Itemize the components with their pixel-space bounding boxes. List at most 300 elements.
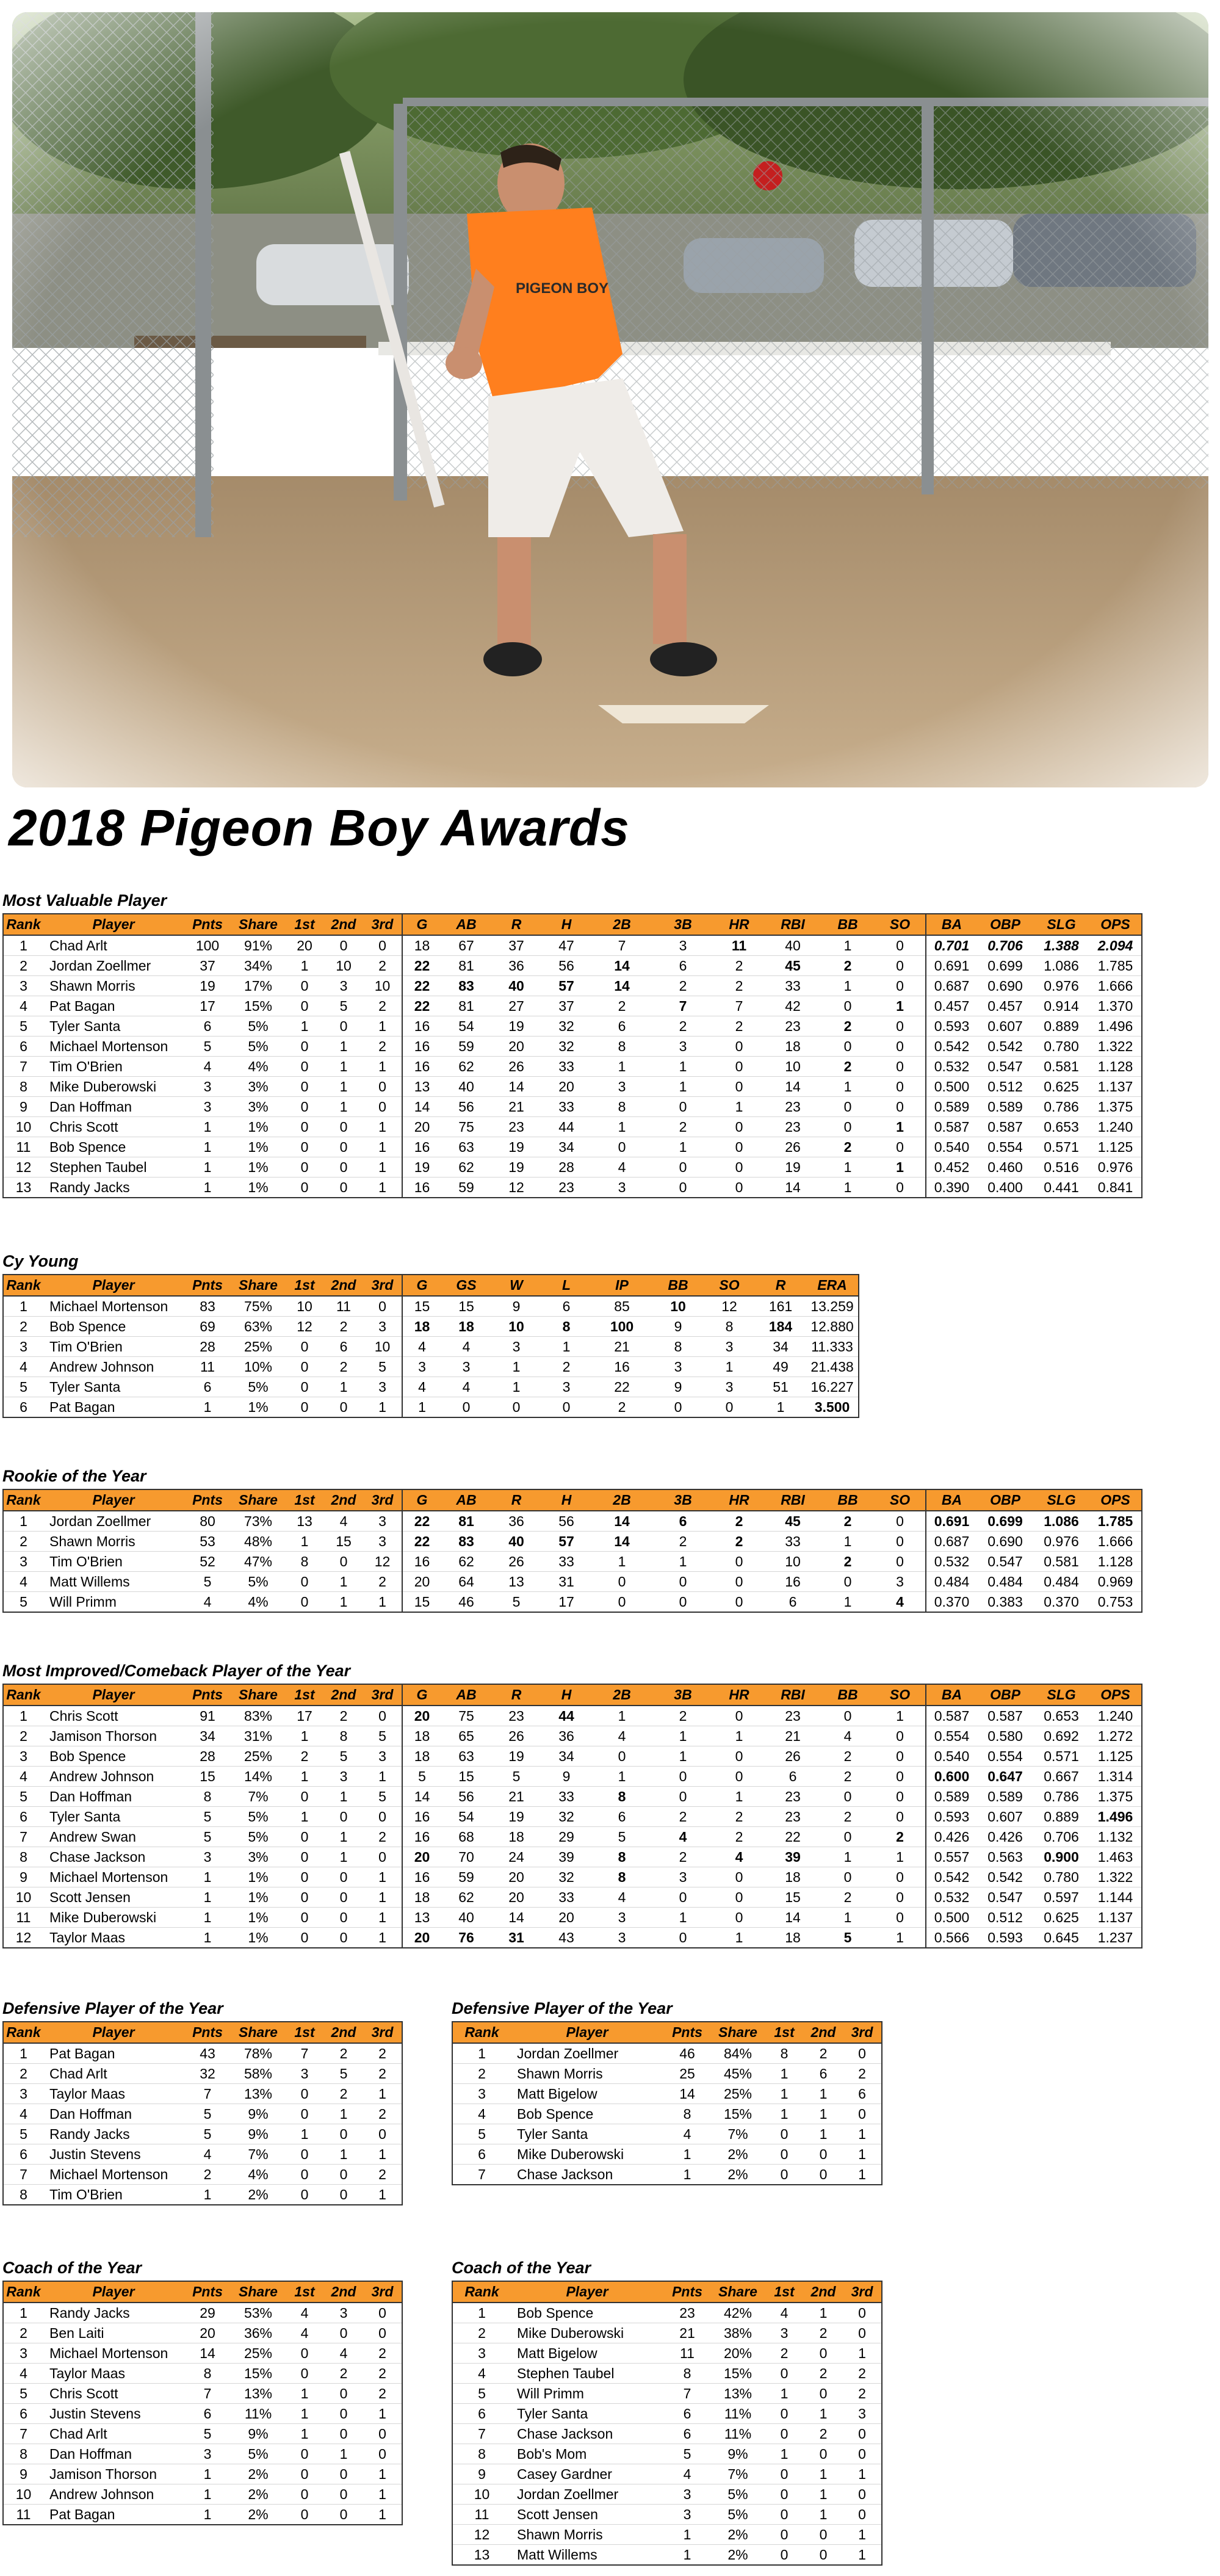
player-name-cell: Tyler Santa <box>511 2404 663 2424</box>
stat-cell-so: 3 <box>704 1377 755 1397</box>
column-header-hr: HR <box>713 1489 765 1511</box>
stat-cell-2nd: 0 <box>324 2464 363 2484</box>
improved-title: Most Improved/Comeback Player of the Year <box>2 1662 351 1680</box>
stat-cell-obp: 0.512 <box>977 1077 1033 1097</box>
player-name-cell: Jamison Thorson <box>43 1726 184 1746</box>
stat-cell-3rd: 0 <box>843 2323 882 2343</box>
stat-cell-1st: 0 <box>765 2165 804 2185</box>
stat-cell-rank: 13 <box>3 1178 43 1198</box>
stat-cell-bb: 2 <box>821 1552 875 1572</box>
stat-cell-rank: 2 <box>3 1726 43 1746</box>
stat-cell-rank: 7 <box>3 2424 43 2444</box>
stat-cell-h: 33 <box>541 1887 591 1908</box>
stat-cell-pnts: 11 <box>663 2343 711 2364</box>
stat-cell-1st: 0 <box>285 1787 324 1807</box>
stat-cell-1st: 1 <box>285 1532 324 1552</box>
stat-cell-2nd: 3 <box>324 976 363 996</box>
table-row <box>3 1357 859 1377</box>
player-name-cell: Mike Duberowski <box>511 2144 663 2165</box>
stat-cell-ab: 64 <box>441 1572 491 1592</box>
stat-cell-3rd: 12 <box>363 1552 402 1572</box>
column-header-3rd: 3rd <box>363 1684 402 1706</box>
table-row <box>3 1787 1142 1807</box>
stat-cell-share: 1% <box>231 1157 285 1178</box>
stat-cell-1st: 0 <box>285 1908 324 1928</box>
stat-cell-1st: 0 <box>285 2505 324 2525</box>
stat-cell-share: 63% <box>231 1317 285 1337</box>
stat-cell-3rd: 1 <box>843 2343 882 2364</box>
column-header-rbi: RBI <box>765 1489 821 1511</box>
column-header-ops: OPS <box>1089 1489 1142 1511</box>
stat-cell-ba: 0.701 <box>926 935 977 956</box>
stat-cell-ab: 83 <box>441 1532 491 1552</box>
stat-cell-r: 161 <box>755 1296 806 1317</box>
table-row <box>3 2505 402 2525</box>
stat-cell-ip: 16 <box>591 1357 652 1377</box>
stat-cell-rank: 6 <box>3 1397 43 1418</box>
defensive-right-title: Defensive Player of the Year <box>452 1999 673 2017</box>
table-row <box>3 1532 1142 1552</box>
stat-cell-3rd: 1 <box>843 2144 882 2165</box>
stat-cell-3rd: 2 <box>363 2384 402 2404</box>
stat-cell-pnts: 14 <box>663 2084 711 2104</box>
stat-cell-rbi: 45 <box>765 956 821 976</box>
stat-cell-slg: 1.086 <box>1033 956 1089 976</box>
stat-cell-2b: 14 <box>591 976 652 996</box>
stat-cell-slg: 0.976 <box>1033 976 1089 996</box>
coach-left-table <box>2 2281 403 2525</box>
stat-cell-ab: 62 <box>441 1887 491 1908</box>
stat-cell-obp: 0.426 <box>977 1827 1033 1847</box>
stat-cell-share: 1% <box>231 1867 285 1887</box>
stat-cell-pnts: 6 <box>663 2424 711 2444</box>
stat-cell-ba: 0.600 <box>926 1767 977 1787</box>
stat-cell-3rd: 1 <box>363 1057 402 1077</box>
stat-cell-1st: 7 <box>285 2043 324 2064</box>
stat-cell-hr: 0 <box>713 1057 765 1077</box>
stat-cell-rank: 3 <box>3 1746 43 1767</box>
stat-cell-rbi: 42 <box>765 996 821 1016</box>
stat-cell-hr: 2 <box>713 1016 765 1037</box>
player-name-cell: Bob Spence <box>511 2303 663 2323</box>
stat-cell-3rd: 1 <box>363 2144 402 2165</box>
stat-cell-rank: 8 <box>3 2444 43 2464</box>
stat-cell-rank: 2 <box>3 1317 43 1337</box>
stat-cell-ip: 22 <box>591 1377 652 1397</box>
stat-cell-obp: 0.383 <box>977 1592 1033 1613</box>
stat-cell-hr: 0 <box>713 1572 765 1592</box>
stat-cell-bb: 1 <box>821 1077 875 1097</box>
column-header-so: SO <box>875 1489 926 1511</box>
stat-cell-2nd: 0 <box>324 1887 363 1908</box>
stat-cell-3rd: 1 <box>363 1887 402 1908</box>
stat-cell-bb: 1 <box>821 1178 875 1198</box>
stat-cell-hr: 0 <box>713 1887 765 1908</box>
table-row <box>452 2404 882 2424</box>
stat-cell-rank: 5 <box>3 1592 43 1613</box>
stat-cell-2nd: 0 <box>324 2124 363 2144</box>
stat-cell-3b: 6 <box>652 1511 713 1532</box>
column-header-g: G <box>402 1489 441 1511</box>
table-row <box>452 2124 882 2144</box>
player-name-cell: Andrew Johnson <box>43 1357 184 1377</box>
stat-cell-ba: 0.542 <box>926 1037 977 1057</box>
column-header-slg: SLG <box>1033 1684 1089 1706</box>
stat-cell-rank: 4 <box>3 2364 43 2384</box>
stat-cell-ops: 1.463 <box>1089 1847 1142 1867</box>
stat-cell-pnts: 91 <box>184 1706 231 1726</box>
column-header-2nd: 2nd <box>324 1275 363 1296</box>
stat-cell-ba: 0.540 <box>926 1137 977 1157</box>
stat-cell-3rd: 10 <box>363 1337 402 1357</box>
stat-cell-pnts: 100 <box>184 935 231 956</box>
player-name-cell: Bob Spence <box>511 2104 663 2124</box>
stat-cell-3b: 1 <box>652 1137 713 1157</box>
stat-cell-share: 84% <box>711 2043 765 2064</box>
stat-cell-so: 0 <box>875 1726 926 1746</box>
column-header-r: R <box>755 1275 806 1296</box>
stat-cell-w: 10 <box>491 1317 541 1337</box>
column-header-1st: 1st <box>285 2281 324 2303</box>
stat-cell-bb: 5 <box>821 1928 875 1948</box>
player-name-cell: Tim O'Brien <box>43 1337 184 1357</box>
column-header-ba: BA <box>926 1684 977 1706</box>
stat-cell-2nd: 0 <box>324 1137 363 1157</box>
stat-cell-share: 78% <box>231 2043 285 2064</box>
table-header-row <box>3 914 1142 935</box>
stat-cell-pnts: 80 <box>184 1511 231 1532</box>
stat-cell-3rd: 3 <box>843 2404 882 2424</box>
stat-cell-share: 11% <box>711 2404 765 2424</box>
stat-cell-3rd: 0 <box>843 2104 882 2124</box>
stat-cell-rbi: 15 <box>765 1887 821 1908</box>
stat-cell-3rd: 0 <box>843 2484 882 2505</box>
stat-cell-rank: 1 <box>3 2303 43 2323</box>
stat-cell-so: 0 <box>875 1867 926 1887</box>
stat-cell-h: 56 <box>541 956 591 976</box>
table-row <box>452 2104 882 2124</box>
column-header-pnts: Pnts <box>184 1275 231 1296</box>
stat-cell-obp: 0.607 <box>977 1807 1033 1827</box>
table-row <box>452 2545 882 2566</box>
column-header-obp: OBP <box>977 914 1033 935</box>
stat-cell-1st: 0 <box>285 1847 324 1867</box>
stat-cell-rbi: 16 <box>765 1572 821 1592</box>
stat-cell-2nd: 2 <box>324 2043 363 2064</box>
table-row <box>3 2424 402 2444</box>
stat-cell-r: 27 <box>491 996 541 1016</box>
stat-cell-hr: 2 <box>713 1532 765 1552</box>
stat-cell-g: 22 <box>402 1532 441 1552</box>
stat-cell-2b: 8 <box>591 1787 652 1807</box>
player-name-cell: Stephen Taubel <box>511 2364 663 2384</box>
stat-cell-ops: 0.976 <box>1089 1157 1142 1178</box>
rookie-table <box>2 1489 1142 1613</box>
stat-cell-1st: 4 <box>765 2303 804 2323</box>
table-row <box>3 976 1142 996</box>
stat-cell-rank: 1 <box>452 2043 511 2064</box>
stat-cell-2b: 3 <box>591 1178 652 1198</box>
stat-cell-slg: 0.597 <box>1033 1887 1089 1908</box>
stat-cell-l: 8 <box>541 1317 591 1337</box>
column-header-gs: GS <box>441 1275 491 1296</box>
stat-cell-2nd: 0 <box>324 2185 363 2205</box>
table-row <box>3 2404 402 2424</box>
stat-cell-2b: 14 <box>591 1532 652 1552</box>
stat-cell-so: 1 <box>875 1117 926 1137</box>
stat-cell-hr: 0 <box>713 1157 765 1178</box>
stat-cell-rank: 4 <box>3 1572 43 1592</box>
table-row <box>452 2343 882 2364</box>
player-name-cell: Bob Spence <box>43 1746 184 1767</box>
stat-cell-era: 3.500 <box>806 1397 859 1418</box>
player-name-cell: Andrew Johnson <box>43 1767 184 1787</box>
stat-cell-rank: 4 <box>3 1357 43 1377</box>
stat-cell-h: 9 <box>541 1767 591 1787</box>
stat-cell-rank: 3 <box>452 2343 511 2364</box>
player-name-cell: Taylor Maas <box>43 2364 184 2384</box>
stat-cell-rank: 6 <box>452 2404 511 2424</box>
stat-cell-ops: 1.370 <box>1089 996 1142 1016</box>
stat-cell-slg: 0.653 <box>1033 1706 1089 1726</box>
stat-cell-2nd: 10 <box>324 956 363 976</box>
player-name-cell: Michael Mortenson <box>43 2165 184 2185</box>
stat-cell-share: 7% <box>711 2124 765 2144</box>
column-header-w: W <box>491 1275 541 1296</box>
stat-cell-rank: 8 <box>3 2185 43 2205</box>
table-row <box>3 1397 859 1418</box>
stat-cell-share: 15% <box>711 2104 765 2124</box>
stat-cell-3rd: 1 <box>363 2484 402 2505</box>
stat-cell-bb: 1 <box>821 1532 875 1552</box>
table-row <box>3 1137 1142 1157</box>
stat-cell-hr: 0 <box>713 1706 765 1726</box>
stat-cell-so: 0 <box>875 1511 926 1532</box>
player-name-cell: Justin Stevens <box>43 2404 184 2424</box>
stat-cell-obp: 0.699 <box>977 1511 1033 1532</box>
stat-cell-1st: 0 <box>765 2404 804 2424</box>
stat-cell-1st: 3 <box>765 2323 804 2343</box>
stat-cell-r: 36 <box>491 956 541 976</box>
stat-cell-share: 1% <box>231 1137 285 1157</box>
player-name-cell: Dan Hoffman <box>43 2444 184 2464</box>
stat-cell-rank: 5 <box>3 1787 43 1807</box>
stat-cell-2nd: 6 <box>804 2064 843 2084</box>
column-header-ops: OPS <box>1089 1684 1142 1706</box>
column-header-rbi: RBI <box>765 914 821 935</box>
coach-left-title: Coach of the Year <box>2 2259 142 2277</box>
stat-cell-rbi: 23 <box>765 1787 821 1807</box>
stat-cell-hr: 1 <box>713 1928 765 1948</box>
stat-cell-hr: 0 <box>713 1767 765 1787</box>
stat-cell-rbi: 45 <box>765 1511 821 1532</box>
player-name-cell: Andrew Johnson <box>43 2484 184 2505</box>
stat-cell-1st: 8 <box>285 1552 324 1572</box>
stat-cell-hr: 1 <box>713 1097 765 1117</box>
stat-cell-ops: 1.322 <box>1089 1867 1142 1887</box>
stat-cell-ab: 65 <box>441 1726 491 1746</box>
stat-cell-hr: 0 <box>713 1117 765 1137</box>
table-row <box>3 2343 402 2364</box>
stat-cell-slg: 0.706 <box>1033 1827 1089 1847</box>
stat-cell-1st: 0 <box>285 2343 324 2364</box>
stat-cell-ba: 0.540 <box>926 1746 977 1767</box>
stat-cell-r: 40 <box>491 976 541 996</box>
stat-cell-slg: 0.914 <box>1033 996 1089 1016</box>
stat-cell-share: 11% <box>231 2404 285 2424</box>
stat-cell-hr: 4 <box>713 1847 765 1867</box>
stat-cell-1st: 1 <box>765 2104 804 2124</box>
stat-cell-ba: 0.532 <box>926 1552 977 1572</box>
stat-cell-pnts: 53 <box>184 1532 231 1552</box>
player-name-cell: Tim O'Brien <box>43 2185 184 2205</box>
stat-cell-3b: 2 <box>652 1807 713 1827</box>
stat-cell-pnts: 3 <box>184 1097 231 1117</box>
stat-cell-obp: 0.706 <box>977 935 1033 956</box>
stat-cell-g: 14 <box>402 1097 441 1117</box>
column-header-pnts: Pnts <box>663 2281 711 2303</box>
stat-cell-hr: 11 <box>713 935 765 956</box>
stat-cell-share: 9% <box>231 2424 285 2444</box>
stat-cell-pnts: 1 <box>184 1928 231 1948</box>
stat-cell-rank: 6 <box>3 1807 43 1827</box>
stat-cell-3rd: 1 <box>363 1767 402 1787</box>
stat-cell-2nd: 5 <box>324 1746 363 1767</box>
column-header-h: H <box>541 1684 591 1706</box>
player-name-cell: Randy Jacks <box>43 2303 184 2323</box>
stat-cell-2nd: 6 <box>324 1337 363 1357</box>
stat-cell-1st: 0 <box>285 1928 324 1948</box>
column-header-rank: Rank <box>3 1275 43 1296</box>
stat-cell-rank: 10 <box>3 2484 43 2505</box>
stat-cell-so: 0 <box>875 1746 926 1767</box>
stat-cell-w: 9 <box>491 1296 541 1317</box>
stat-cell-r: 31 <box>491 1928 541 1948</box>
stat-cell-w: 0 <box>491 1397 541 1418</box>
table-row <box>3 1097 1142 1117</box>
stat-cell-rank: 7 <box>452 2424 511 2444</box>
column-header-ab: AB <box>441 914 491 935</box>
stat-cell-h: 37 <box>541 996 591 1016</box>
stat-cell-r: 14 <box>491 1077 541 1097</box>
stat-cell-rank: 6 <box>452 2144 511 2165</box>
table-row <box>452 2464 882 2484</box>
stat-cell-l: 0 <box>541 1397 591 1418</box>
column-header-hr: HR <box>713 914 765 935</box>
stat-cell-3rd: 1 <box>843 2165 882 2185</box>
stat-cell-share: 83% <box>231 1706 285 1726</box>
stat-cell-pnts: 20 <box>184 2323 231 2343</box>
table-row <box>452 2064 882 2084</box>
stat-cell-g: 13 <box>402 1908 441 1928</box>
stat-cell-ab: 62 <box>441 1157 491 1178</box>
stat-cell-pnts: 83 <box>184 1296 231 1317</box>
column-header-1st: 1st <box>285 1489 324 1511</box>
stat-cell-ab: 63 <box>441 1137 491 1157</box>
stat-cell-pnts: 1 <box>184 1887 231 1908</box>
stat-cell-1st: 0 <box>285 1077 324 1097</box>
stat-cell-h: 20 <box>541 1077 591 1097</box>
stat-cell-rank: 5 <box>3 2384 43 2404</box>
stat-cell-2b: 4 <box>591 1887 652 1908</box>
stat-cell-1st: 0 <box>285 996 324 1016</box>
stat-cell-3rd: 1 <box>843 2464 882 2484</box>
table-row <box>3 1037 1142 1057</box>
table-row <box>3 1057 1142 1077</box>
stat-cell-bb: 0 <box>821 1572 875 1592</box>
stat-cell-obp: 0.563 <box>977 1847 1033 1867</box>
stat-cell-ip: 100 <box>591 1317 652 1337</box>
player-name-cell: Dan Hoffman <box>43 2104 184 2124</box>
stat-cell-rank: 12 <box>452 2525 511 2545</box>
stat-cell-1st: 1 <box>765 2084 804 2104</box>
column-header-2nd: 2nd <box>804 2022 843 2043</box>
stat-cell-g: 18 <box>402 935 441 956</box>
stat-cell-g: 19 <box>402 1157 441 1178</box>
stat-cell-h: 39 <box>541 1847 591 1867</box>
stat-cell-hr: 0 <box>713 1867 765 1887</box>
stat-cell-3rd: 0 <box>363 2444 402 2464</box>
column-header-2nd: 2nd <box>324 2281 363 2303</box>
stat-cell-hr: 7 <box>713 996 765 1016</box>
stat-cell-share: 5% <box>711 2484 765 2505</box>
stat-cell-so: 0 <box>875 935 926 956</box>
stat-cell-pnts: 1 <box>184 2484 231 2505</box>
stat-cell-slg: 0.976 <box>1033 1532 1089 1552</box>
stat-cell-rank: 9 <box>3 1097 43 1117</box>
stat-cell-rank: 11 <box>3 1908 43 1928</box>
stat-cell-3rd: 0 <box>363 2124 402 2144</box>
stat-cell-h: 57 <box>541 976 591 996</box>
column-header-share: Share <box>231 1275 285 1296</box>
stat-cell-1st: 1 <box>285 956 324 976</box>
column-header-share: Share <box>231 1684 285 1706</box>
stat-cell-ba: 0.687 <box>926 1532 977 1552</box>
stat-cell-pnts: 4 <box>184 1057 231 1077</box>
stat-cell-r: 19 <box>491 1137 541 1157</box>
stat-cell-rank: 12 <box>3 1928 43 1948</box>
stat-cell-r: 19 <box>491 1157 541 1178</box>
stat-cell-share: 2% <box>711 2545 765 2566</box>
stat-cell-1st: 0 <box>285 1397 324 1418</box>
stat-cell-3b: 0 <box>652 1928 713 1948</box>
stat-cell-1st: 0 <box>285 1178 324 1198</box>
stat-cell-share: 25% <box>231 1337 285 1357</box>
column-header-player: Player <box>43 1275 184 1296</box>
stat-cell-h: 56 <box>541 1511 591 1532</box>
stat-cell-3rd: 1 <box>363 1016 402 1037</box>
table-row <box>452 2364 882 2384</box>
stat-cell-2b: 1 <box>591 1706 652 1726</box>
stat-cell-r: 23 <box>491 1117 541 1137</box>
stat-cell-3rd: 0 <box>363 1296 402 1317</box>
stat-cell-pnts: 37 <box>184 956 231 976</box>
player-name-cell: Jordan Zoellmer <box>511 2043 663 2064</box>
stat-cell-ab: 54 <box>441 1807 491 1827</box>
column-header-ops: OPS <box>1089 914 1142 935</box>
table-row <box>3 2124 402 2144</box>
stat-cell-1st: 20 <box>285 935 324 956</box>
stat-cell-2nd: 8 <box>324 1726 363 1746</box>
player-name-cell: Randy Jacks <box>43 2124 184 2144</box>
stat-cell-pnts: 7 <box>184 2384 231 2404</box>
column-header-h: H <box>541 1489 591 1511</box>
table-row <box>3 2484 402 2505</box>
stat-cell-3rd: 1 <box>363 2464 402 2484</box>
stat-cell-1st: 0 <box>285 2444 324 2464</box>
stat-cell-share: 1% <box>231 1397 285 1418</box>
stat-cell-pnts: 17 <box>184 996 231 1016</box>
